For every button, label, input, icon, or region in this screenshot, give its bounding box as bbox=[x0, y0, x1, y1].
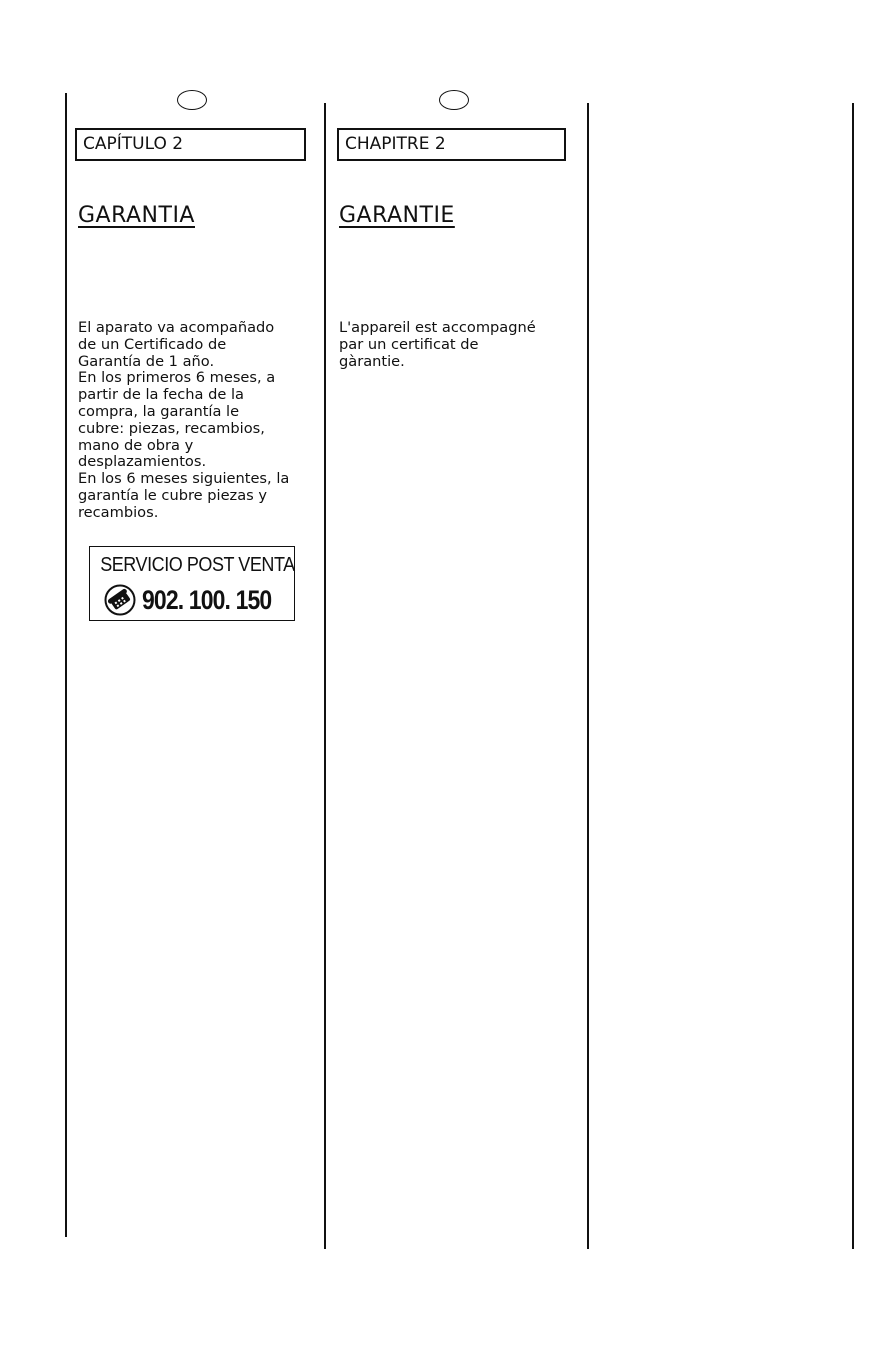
service-title: SERVICIO POST VENTA bbox=[100, 554, 295, 576]
language-flag-circle-fr bbox=[439, 90, 469, 110]
column-divider-2 bbox=[324, 103, 326, 1249]
body-line: gàrantie. bbox=[339, 352, 405, 370]
body-line: de un Certificado de bbox=[78, 335, 227, 353]
column-divider-4 bbox=[852, 103, 854, 1249]
body-text-es bbox=[78, 320, 289, 522]
body-line: Garantía de 1 año. bbox=[78, 352, 215, 370]
after-sales-service-box bbox=[89, 546, 295, 621]
chapter-heading-es: CAPÍTULO 2 bbox=[75, 128, 306, 161]
column-divider-3 bbox=[587, 103, 589, 1249]
body-line: En los primeros 6 meses, a bbox=[78, 369, 276, 387]
body-line: El aparato va acompañado bbox=[78, 319, 275, 336]
body-line: cubre: piezas, recambios, bbox=[78, 419, 265, 437]
body-line: L'appareil est accompagné bbox=[339, 319, 536, 336]
telephone-icon bbox=[104, 584, 136, 616]
body-line: garantía le cubre piezas y bbox=[78, 486, 268, 504]
body-line: mano de obra y bbox=[78, 436, 194, 454]
phone-row bbox=[104, 583, 294, 617]
chapter-heading-fr: CHAPITRE 2 bbox=[337, 128, 566, 161]
body-line: partir de la fecha de la bbox=[78, 386, 244, 404]
body-line: par un certificat de bbox=[339, 335, 479, 353]
language-flag-circle-es bbox=[177, 90, 207, 110]
body-text-fr bbox=[339, 320, 536, 370]
body-line: recambios. bbox=[78, 503, 159, 521]
body-line: compra, la garantía le bbox=[78, 402, 240, 420]
body-line: En los 6 meses siguientes, la bbox=[78, 470, 290, 488]
body-line: desplazamientos. bbox=[78, 453, 207, 471]
column-divider-1 bbox=[65, 93, 67, 1237]
service-phone-number: 902. 100. 150 bbox=[142, 584, 272, 615]
section-title-fr: GARANTIE bbox=[339, 203, 455, 228]
section-title-es: GARANTIA bbox=[78, 203, 195, 228]
